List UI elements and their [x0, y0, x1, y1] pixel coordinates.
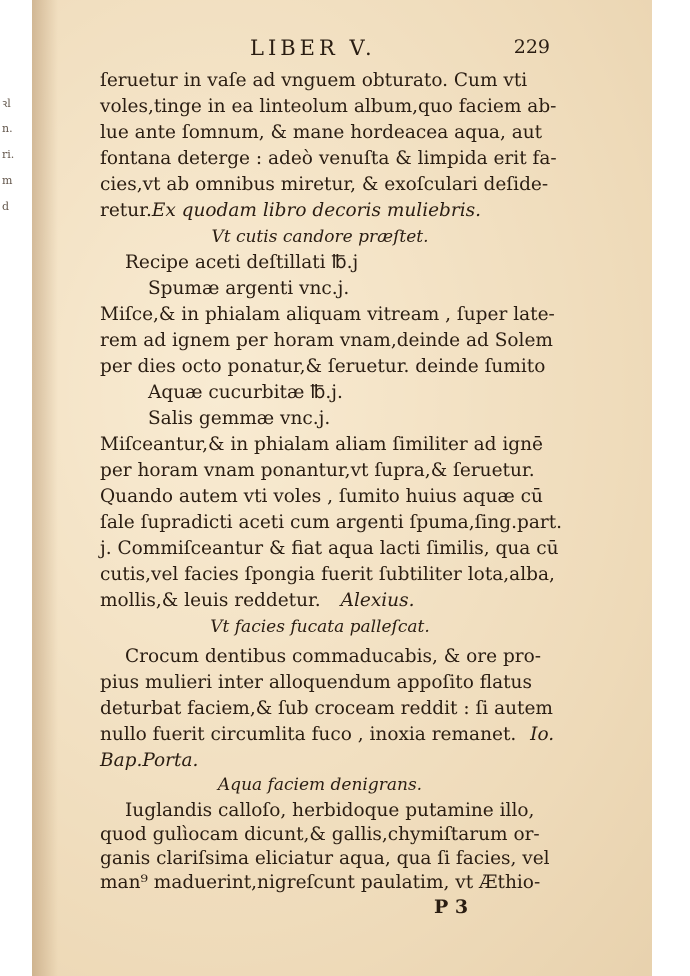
text-line: Iuglandis calloſo, herbidoque putamine illo, — [125, 800, 535, 821]
text-line: man⁹ maduerint,nigreſcunt paulatim, vt Æthio- — [100, 872, 541, 893]
text-fragment: mollis,& leuis reddetur. — [100, 590, 321, 611]
text-line: voles,tinge in ea linteolum album,quo faciem ab- — [100, 96, 557, 117]
text-line: cies,vt ab omnibus miretur, & exoſculari deſide- — [100, 174, 549, 195]
text-line — [100, 748, 540, 774]
text-line: Miſceantur,& in phialam aliam ſimiliter ad ignē — [100, 434, 543, 455]
text-line: quod gulìocam dicunt,& gallis,chymiſtarum or- — [100, 824, 540, 845]
text-line: Crocum dentibus commaducabis, & ore pro- — [125, 646, 542, 667]
recipe-line: Salis gemmæ vnc.j. — [148, 408, 331, 429]
source-citation: Ex quodam libro decoris muliebris. — [151, 200, 482, 221]
source-citation: Bap.Porta. — [100, 750, 199, 771]
page-header — [100, 36, 550, 66]
text-line: fontana deterge : adeò venuſta & limpida erit fa- — [100, 148, 557, 169]
page-gutter-shadow — [32, 0, 58, 976]
text-line: deturbat faciem,& ſub croceam reddit : ſi autem — [100, 698, 553, 719]
text-line: pius mulieri inter alloquendum appoſito flatus — [100, 672, 532, 693]
recipe-line: Aquæ cucurbitæ ℔.j. — [148, 382, 343, 403]
recipe-line: Spumæ argenti vnc.j. — [148, 278, 350, 299]
section-heading: Aqua faciem denigrans. — [217, 775, 423, 795]
text-line: cutis,vel facies ſpongia fuerit ſubtiliter lota,alba, — [100, 564, 555, 585]
text-line — [100, 198, 540, 224]
signature-mark: P 3 — [434, 896, 469, 918]
source-citation: Alexius. — [340, 590, 415, 611]
text-line: j. Commiſceantur & fiat aqua lacti ſimilis, qua cū — [100, 538, 559, 559]
text-line: per dies octo ponatur,& ſeruetur. deinde ſumito — [100, 356, 546, 377]
text-line: ſeruetur in vaſe ad vnguem obturato. Cum vti — [100, 70, 528, 91]
text-fragment: retur. — [100, 200, 152, 221]
margin-residue: ri. — [2, 148, 15, 161]
text-line — [100, 722, 555, 748]
margin-residue: d — [2, 200, 10, 213]
text-line: ſale ſupradicti aceti cum argenti ſpuma,ſing.part. — [100, 512, 563, 533]
margin-residue: m — [2, 174, 13, 187]
text-line: Miſce,& in phialam aliquam vitream , ſuper late- — [100, 304, 555, 325]
text-line: ganis clariſsima eliciatur aqua, qua ſi facies, vel — [100, 848, 550, 869]
text-line: lue ante ſomnum, & mane hordeacea aqua, aut — [100, 122, 543, 143]
running-head: LIBER V. — [250, 36, 376, 60]
section-heading: Vt facies fucata palleſcat. — [210, 617, 430, 637]
text-line: per horam vnam ponantur,vt ſupra,& ſeruetur. — [100, 460, 535, 481]
recipe-line: Recipe aceti deſtillati ℔.j — [125, 252, 359, 273]
text-line: Quando autem vti voles , ſumito huius aquæ cū — [100, 486, 543, 507]
section-heading: Vt cutis candore præſtet. — [211, 227, 429, 247]
text-line: rem ad ignem per horam vnam,deinde ad Solem — [100, 330, 553, 351]
text-line — [100, 588, 540, 614]
text-fragment: nullo fuerit circumlita fuco , inoxia remanet. — [100, 724, 517, 745]
source-citation: Io. — [530, 724, 555, 745]
margin-residue: ꝛl — [2, 97, 11, 110]
folio-number: 229 — [513, 36, 550, 58]
margin-residue: n. — [2, 122, 13, 135]
